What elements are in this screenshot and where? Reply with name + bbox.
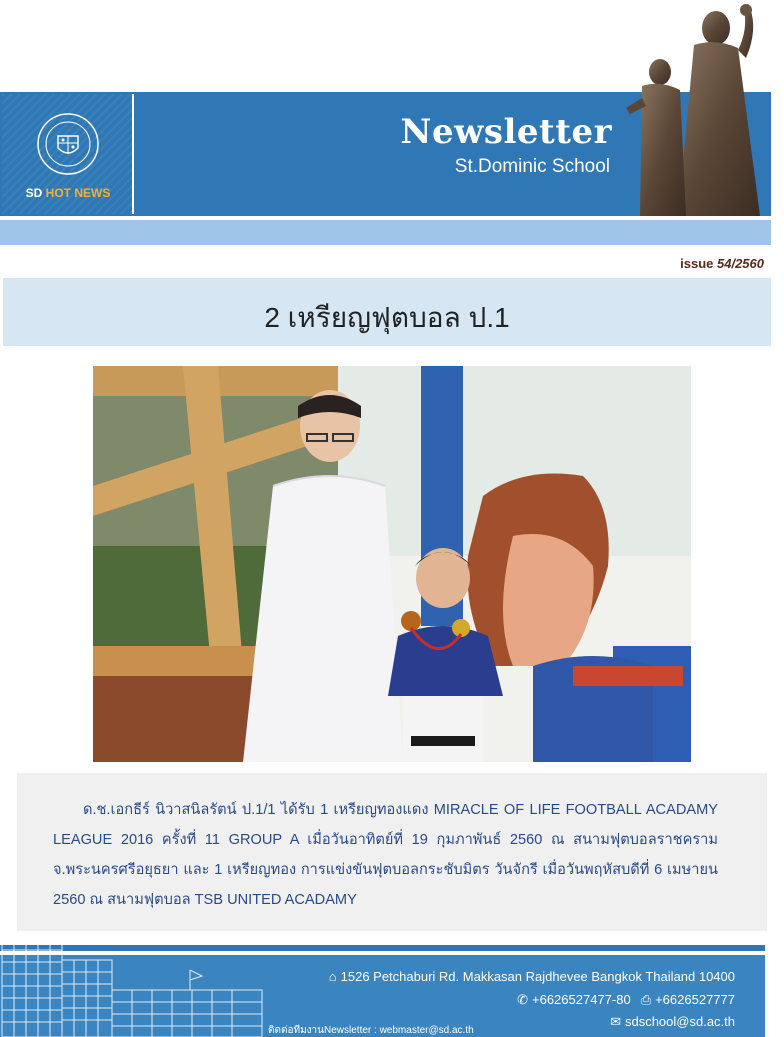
phone-icon: ✆ bbox=[517, 992, 528, 1007]
home-icon: ⌂ bbox=[328, 969, 337, 984]
logo-prefix: SD bbox=[25, 186, 43, 200]
email-text[interactable]: sdschool@sd.ac.th bbox=[624, 1014, 735, 1029]
phone-text: +6626527477-80 bbox=[532, 992, 631, 1007]
mail-icon: ✉ bbox=[610, 1014, 621, 1029]
issue-label: issue bbox=[680, 256, 714, 271]
article-body-box bbox=[17, 773, 767, 931]
address-text: 1526 Petchaburi Rd. Makkasan Rajdhevee Bangkok Thailand 10400 bbox=[340, 969, 735, 984]
fax-text: +6626527777 bbox=[655, 992, 735, 1007]
footer-address bbox=[329, 969, 735, 984]
fax-icon: ⎙ bbox=[640, 992, 652, 1007]
logo-highlight: HOT NEWS bbox=[45, 186, 111, 200]
statue-image bbox=[620, 0, 784, 216]
school-name: St.Dominic School bbox=[454, 156, 610, 177]
article-photo bbox=[93, 366, 691, 762]
issue-number bbox=[680, 256, 764, 271]
footer-phone bbox=[517, 992, 735, 1008]
headline-box bbox=[3, 278, 771, 346]
footer-contact[interactable]: ติดต่อทีมงานNewsletter : webmaster@sd.ac.th bbox=[268, 1025, 474, 1036]
newsletter-title: Newsletter bbox=[400, 112, 612, 152]
header-sub-band bbox=[0, 220, 771, 245]
article-body: ด.ช.เอกธีร์ นิวาสนิลรัตน์ ป.1/1 ได้รับ 1 เหรียญทองแดง MIRACLE OF LIFE FOOTBALL ACADAMY LEAGUE 2016 ครั้งที่ 11 GROUP A เมื่อวันอาทิตย์ที่ 19 กุมภาพันธ์ 2560 ณ สนามฟุตบอลราชคราม จ.พระนครศรีอยุธยา และ 1 เหรียญทอง การแข่งขันฟุตบอลกระชับมิตร วันจักรี เมื่อวันพฤหัสบดีที่ 6 เมษายน 2560 ณ สนามฟุตบอล TSB UNITED ACADAMY bbox=[53, 802, 718, 908]
article-headline: 2 เหรียญฟุตบอล ป.1 bbox=[264, 302, 510, 333]
school-building-illustration bbox=[0, 930, 270, 1037]
logo-box bbox=[2, 94, 134, 214]
footer-email bbox=[610, 1014, 735, 1030]
school-emblem-icon bbox=[36, 112, 100, 176]
logo-text bbox=[2, 186, 134, 200]
issue-value: 54/2560 bbox=[717, 256, 764, 271]
